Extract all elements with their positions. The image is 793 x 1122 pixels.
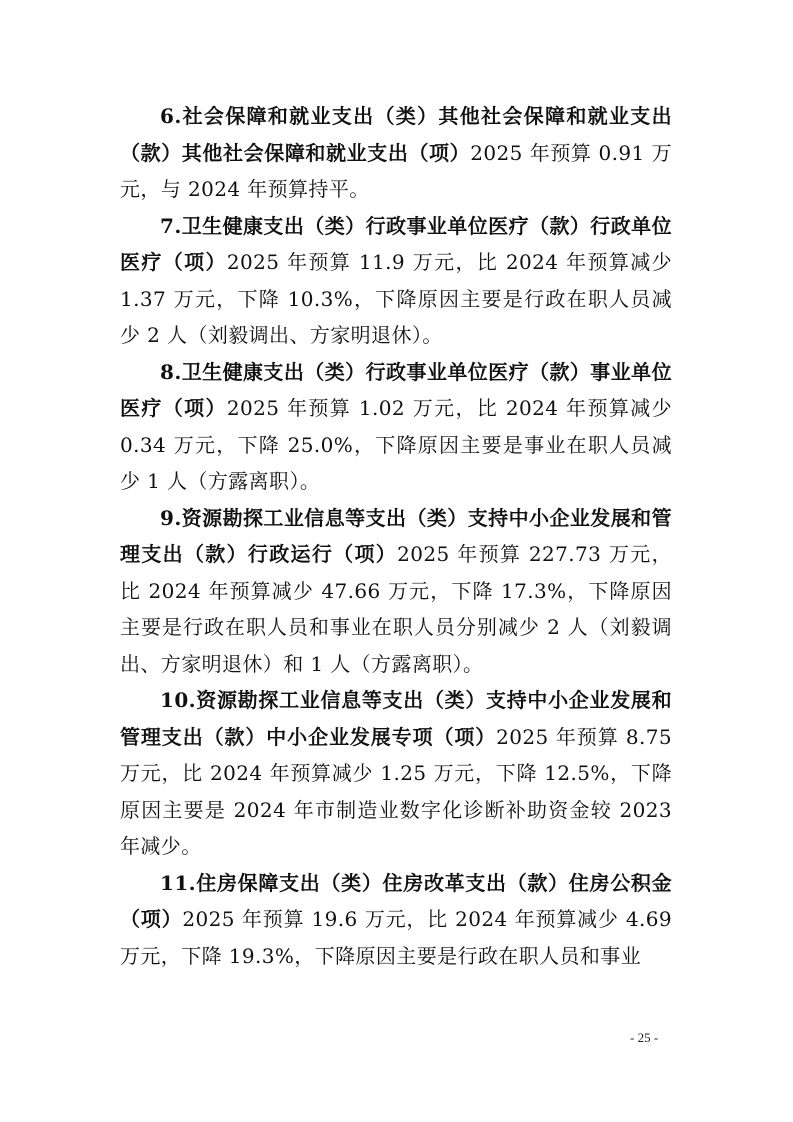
paragraph-8-body: 2025 年预算 1.02 万元，比 2024 年预算减少 0.34 万元，下降 25.0%，下降原因主要是事业在职人员减少 1 人（方露离职）。 xyxy=(120,396,673,493)
paragraph-11-heading: 11.住房保障支出（类）住房改革支出（款）住房公积金（项） xyxy=(120,870,672,931)
paragraph-6-heading: 6.社会保障和就业支出（类）其他社会保障和就业支出（款）其他社会保障和就业支出（项） xyxy=(120,104,672,165)
paragraph-10 xyxy=(120,682,672,865)
paragraph-11-body: 2025 年预算 19.6 万元，比 2024 年预算减少 4.69 万元，下降 19.3%，下降原因主要是行政在职人员和事业 xyxy=(120,907,672,968)
page-number: - 25 - xyxy=(630,1030,659,1045)
paragraph-6-body: 2025 年预算 0.91 万元，与 2024 年预算持平。 xyxy=(120,140,672,201)
paragraph-6 xyxy=(120,98,672,208)
paragraph-11 xyxy=(120,865,672,975)
paragraph-10-heading: 10.资源勘探工业信息等支出（类）支持中小企业发展和管理支出（款）中小企业发展专项（项） xyxy=(120,688,672,749)
paragraph-7-body: 2025 年预算 11.9 万元，比 2024 年预算减少 1.37 万元，下降 10.3%，下降原因主要是行政在职人员减少 2 人（刘毅调出、方家明退休）。 xyxy=(120,250,673,347)
paragraph-7-heading: 7.卫生健康支出（类）行政事业单位医疗（款）行政单位医疗（项） xyxy=(120,213,672,274)
paragraph-8 xyxy=(120,354,672,500)
paragraph-9 xyxy=(120,500,672,683)
paragraph-9-heading: 9.资源勘探工业信息等支出（类）支持中小企业发展和管理支出（款）行政运行（项） xyxy=(120,505,672,566)
page-content xyxy=(120,98,672,974)
paragraph-10-body: 2025 年预算 8.75 万元，比 2024 年预算减少 1.25 万元，下降 12.5%，下降原因主要是 2024 年市制造业数字化诊断补助资金较 2023 年减少。 xyxy=(120,724,672,858)
paragraph-7 xyxy=(120,208,672,354)
paragraph-8-heading: 8.卫生健康支出（类）行政事业单位医疗（款）事业单位医疗（项） xyxy=(120,359,672,420)
paragraph-9-body: 2025 年预算 227.73 万元，比 2024 年预算减少 47.66 万元，下降 17.3%，下降原因主要是行政在职人员和事业在职人员分别减少 2 人（刘毅调出、方家明退休）和 1 人（方露离职）。 xyxy=(120,542,672,676)
